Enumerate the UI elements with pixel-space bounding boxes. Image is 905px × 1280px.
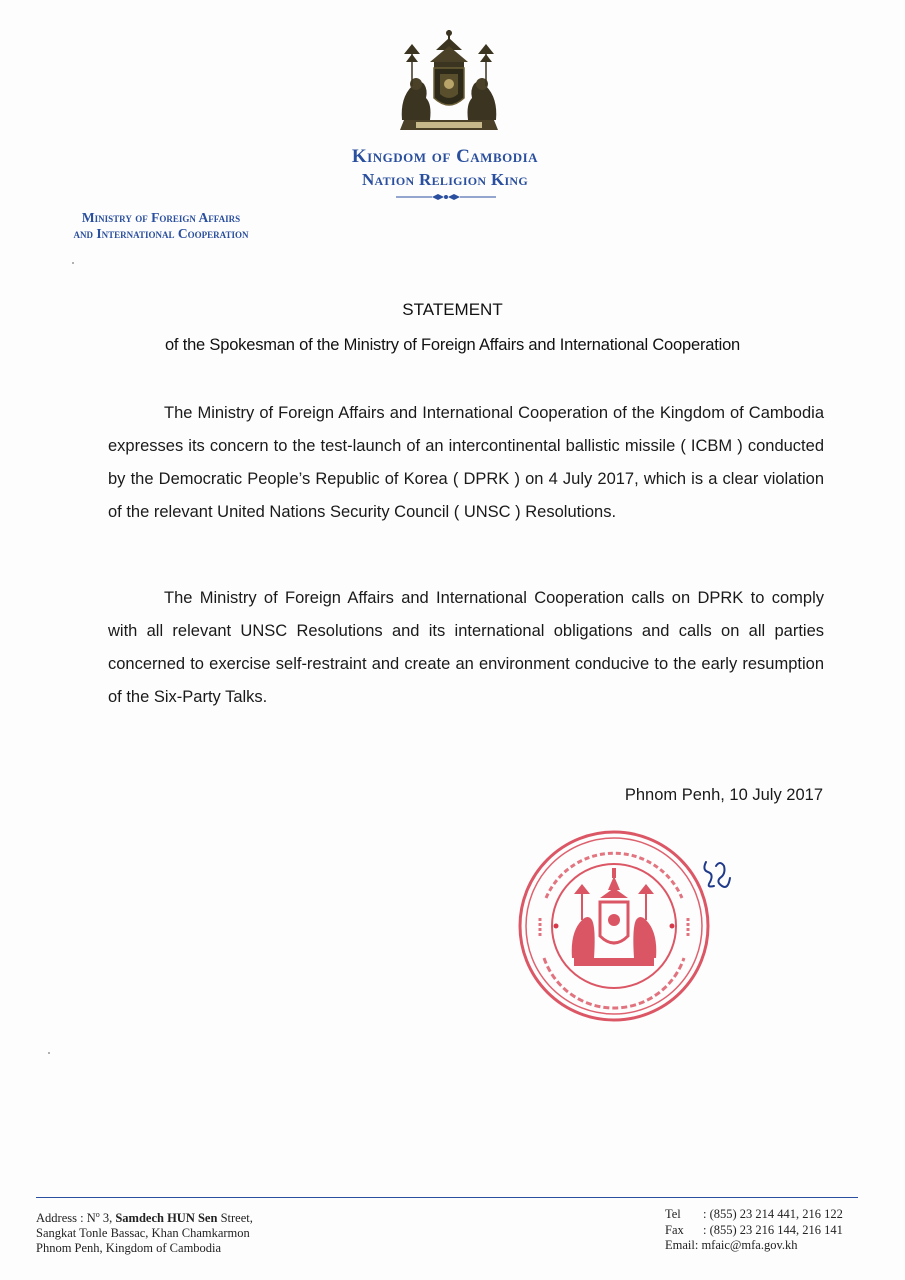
divider-ornament-icon — [396, 192, 496, 202]
address-number: 3, — [99, 1211, 116, 1226]
tel-label: Tel — [665, 1207, 681, 1221]
place-date-line: Phnom Penh, 10 July 2017 — [624, 786, 823, 804]
document-title: STATEMENT — [402, 300, 503, 319]
ministry-line-2: and International Cooperation — [73, 226, 249, 241]
footer-address — [36, 1207, 253, 1256]
scan-speck — [48, 1052, 50, 1054]
ministry-line-1: Ministry of Foreign Affairs — [81, 210, 241, 225]
email-label: Email — [665, 1238, 695, 1252]
national-motto: Nation Religion King — [361, 170, 529, 189]
address-street-rest: Street, — [217, 1211, 253, 1226]
statement-paragraph-1: The Ministry of Foreign Affairs and International Cooperation of the Kingdom of Cambodia expresses its concern to the test-launch of an intercontinental ballistic missile ( ICBM ) conducted by the Democratic People’s Republic of Korea ( DPRK ) on 4 July 2017, which is a clear violation of the relevant United Nations Security Council ( UNSC ) Resolutions. — [108, 404, 824, 521]
tel-value: : (855) 23 214 441, 216 122 — [703, 1207, 843, 1221]
document-subtitle: of the Spokesman of the Ministry of Foreign Affairs and International Cooperation — [164, 336, 741, 354]
contact-tel-row — [665, 1207, 843, 1223]
ministry-seal-icon — [516, 828, 712, 1024]
signature-mark — [700, 852, 736, 892]
ministry-heading — [36, 210, 286, 242]
address-sup: o — [95, 1210, 100, 1219]
email-value[interactable]: : mfaic@mfa.gov.kh — [694, 1238, 798, 1252]
fax-label: Fax — [665, 1222, 684, 1237]
royal-coat-of-arms-icon — [394, 28, 504, 136]
contact-email-row — [665, 1238, 843, 1254]
footer-contact — [665, 1207, 843, 1254]
address-prefix: Address : N — [36, 1211, 96, 1226]
kingdom-heading: Kingdom of Cambodia — [351, 146, 539, 167]
scan-speck — [72, 262, 74, 264]
address-street-bold: Samdech HUN Sen — [115, 1211, 218, 1226]
address-line-2: Sangkat Tonle Bassac, Khan Chamkarmon — [36, 1226, 250, 1241]
statement-paragraph-2: The Ministry of Foreign Affairs and International Cooperation calls on DPRK to comply with all relevant UNSC Resolutions and its international obligations and calls on all parties concerned to exercise self-restraint and create an environment conducive to the early resumption of the Six-Party Talks. — [108, 589, 824, 706]
contact-fax-row — [665, 1223, 843, 1239]
fax-value: : (855) 23 216 144, 216 141 — [703, 1222, 843, 1237]
address-line-3: Phnom Penh, Kingdom of Cambodia — [36, 1241, 222, 1256]
address-line-1 — [36, 1207, 253, 1226]
footer-divider — [36, 1197, 858, 1198]
